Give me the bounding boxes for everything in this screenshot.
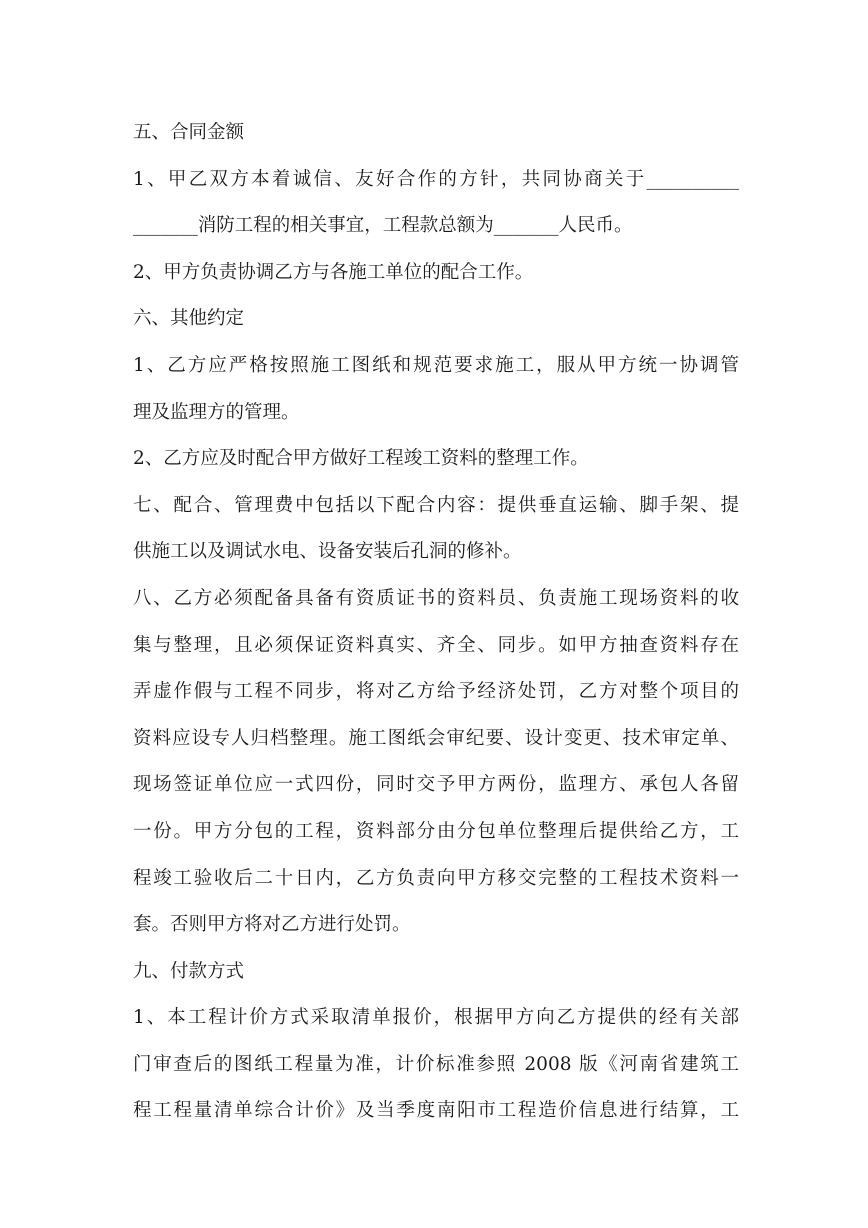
paragraph-line: 理及监理方的管理。 [133,401,300,423]
contract-text [133,110,739,1135]
paragraph-line: 2、甲方负责协调乙方与各施工单位的配合工作。 [133,261,534,283]
paragraph-line: 一份。甲方分包的工程，资料部分由分包单位整理后提供给乙方，工 [133,820,739,842]
paragraph-line: 门审查后的图纸工程量为准，计价标准参照 2008 版《河南省建筑工 [133,1053,739,1075]
section-heading-documentation: 八、乙方必须配备具备有资质证书的资料员、负责施工现场资料的收 [133,587,739,609]
paragraph-line: 资料应设专人归档整理。施工图纸会审纪要、设计变更、技术审定单、 [133,727,739,749]
paragraph-line: 供施工以及调试水电、设备安装后孔洞的修补。 [133,541,522,563]
section-heading-payment-method: 九、付款方式 [133,960,245,982]
section-heading-other-agreements: 六、其他约定 [133,308,245,330]
section-heading-contract-amount: 五、合同金额 [133,122,245,143]
paragraph-line: 程工程量清单综合计价》及当季度南阳市工程造价信息进行结算，工 [133,1100,739,1122]
paragraph-line: 集与整理，且必须保证资料真实、齐全、同步。如甲方抽查资料存在 [133,634,739,656]
paragraph-line: 现场签证单位应一式四份，同时交予甲方两份，监理方、承包人各留 [133,774,739,796]
paragraph-line: 1、乙方应严格按照施工图纸和规范要求施工，服从甲方统一协调管 [133,354,739,376]
paragraph-line: 弄虚作假与工程不同步，将对乙方给予经济处罚，乙方对整个项目的 [133,681,739,703]
paragraph-line: 套。否则甲方将对乙方进行处罚。 [133,914,411,936]
paragraph-line: 程竣工验收后二十日内，乙方负责向甲方移交完整的工程技术资料一 [133,867,739,889]
section-heading-coordination-fees: 七、配合、管理费中包括以下配合内容：提供垂直运输、脚手架、提 [133,494,739,516]
paragraph-line: 1、本工程计价方式采取清单报价，根据甲方向乙方提供的经有关部 [133,1007,739,1029]
paragraph-line: _______消防工程的相关事宜，工程款总额为_______人民币。 [133,215,633,237]
paragraph-line: 2、乙方应及时配合甲方做好工程竣工资料的整理工作。 [133,448,589,470]
paragraph-line: 1、甲乙双方本着诚信、友好合作的方针，共同协商关于__________ [133,168,739,190]
